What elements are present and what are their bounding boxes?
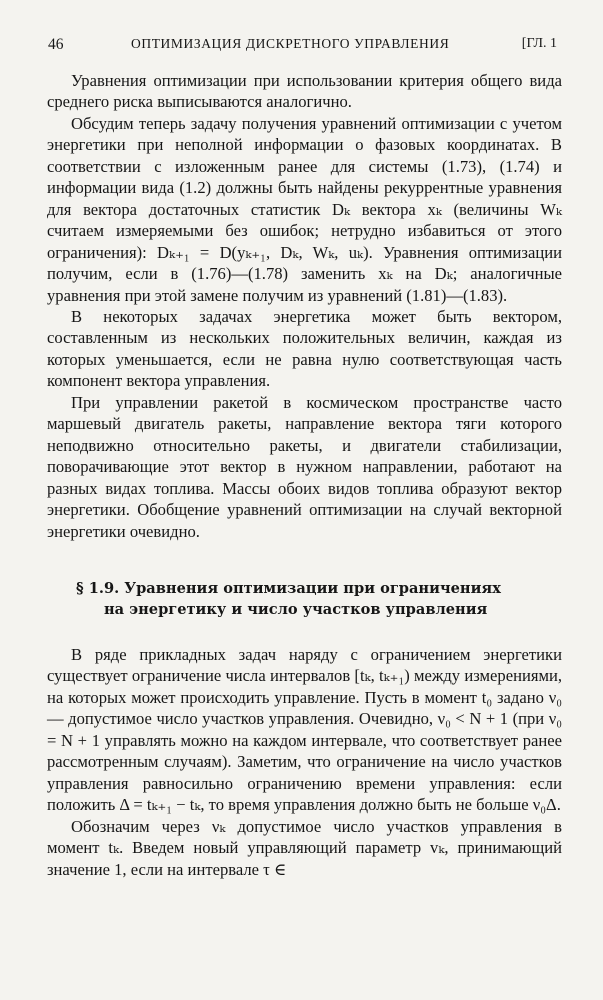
section-heading-line-1: § 1.9. Уравнения оптимизации при ограничениях (76, 579, 501, 597)
section-heading (76, 578, 562, 620)
paragraph: Обозначим через νₖ допустимое число участков управления в момент tₖ. Введем новый управляющий параметр vₖ, принимающий значение 1, если на интервале τ ∈ (47, 816, 562, 879)
page-number: 46 (48, 36, 64, 53)
running-title: ОПТИМИЗАЦИЯ ДИСКРЕТНОГО УПРАВЛЕНИЯ (131, 36, 450, 51)
page-body (47, 70, 562, 880)
chapter-label: [ГЛ. 1 (521, 36, 557, 51)
paragraph: При управлении ракетой в космическом пространстве часто маршевый двигатель ракеты, направление вектора тяги которого неподвижно относительно ракеты, и двигатели стабилизации, поворачивающие этот вектор в нужном направлении, работают на разных видах топлива. Массы обоих видов топлива образуют вектор энергетики. Обобщение уравнений оптимизации на случай векторной энергетики очевидно. (47, 392, 562, 541)
paragraph: Уравнения оптимизации при использовании критерия общего вида среднего риска выписываются аналогично. (47, 71, 562, 112)
paragraph: В некоторых задачах энергетика может быть вектором, составленным из нескольких положительных величин, каждая из которых уменьшается, если не равна нулю соответствующая часть компонент вектора управления. (47, 306, 562, 391)
running-header (48, 36, 557, 60)
paragraph: В ряде прикладных задач наряду с ограничением энергетики существует ограничение числа интервалов [tₖ, tₖ₊₁) между измерениями, на которых может происходить управление. Пусть в момент t₀ задано ν₀ — допустимое число участков управления. Очевидно, ν₀ < N + 1 (при ν₀ = N + 1 управлять можно на каждом интервале, что соответствует ранее рассмотренным случаям). Заметим, что ограничение на число участков управления равносильно ограничению времени управления: если положить Δ = tₖ₊₁ − tₖ, то время управления должно быть не больше ν₀Δ. (47, 644, 562, 815)
section-heading-line-2: на энергетику и число участков управления (104, 600, 488, 618)
paragraph: Обсудим теперь задачу получения уравнений оптимизации с учетом энергетики при неполной информации о фазовых координатах. В соответствии с изложенным ранее для системы (1.73), (1.74) и информации вида (1.2) должны быть найдены рекуррентные уравнения для вектора достаточных статистик Dₖ вектора xₖ (величины Wₖ считаем измеряемыми без ошибок; нетрудно избавиться от этого ограничения): Dₖ₊₁ = D(yₖ₊₁, Dₖ, Wₖ, uₖ). Уравнения оптимизации получим, если в (1.76)—(1.78) заменить xₖ на Dₖ; аналогичные уравнения при этой замене получим из уравнений (1.81)—(1.83). (47, 113, 562, 305)
